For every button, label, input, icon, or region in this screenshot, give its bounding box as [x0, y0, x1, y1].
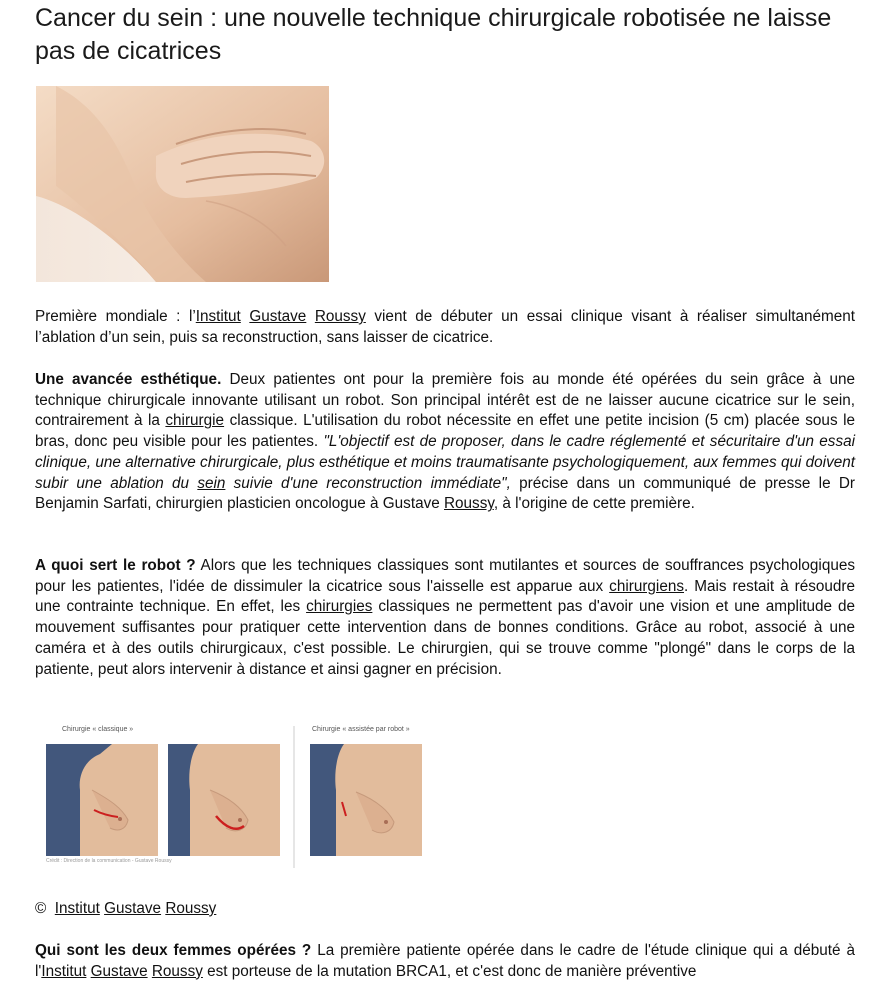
link-institut-3[interactable]: Institut [41, 962, 87, 980]
section-patients-paragraph: Qui sont les deux femmes opérées ? La première patiente opérée dans le cadre de l'étude clinique qui a débuté à l'Institut Gustave Roussy est porteuse de la mutation BRCA1, et c'est donc de manière préventive [35, 942, 855, 980]
link-sein[interactable]: sein [197, 474, 226, 492]
surgery-comparison-figure [40, 720, 430, 870]
section-robot-paragraph: A quoi sert le robot ? Alors que les techniques classiques sont mutilantes et sources de souffrances psychologiques pour les patientes, l'idée de dissimuler la cicatrice sous l'aisselle est apparue aux chirurgiens. Mais restait à résoudre une contrainte technique. En effet, les chirurgies classiques ne permettent pas d'avoir une vision et une amplitude de mouvement suffisantes pour pratiquer cette intervention dans de bonnes conditions. Grâce au robot, associé à une caméra et à des outils chirurgicaux, c'est possible. Le chirurgien, qui se trouve comme "plongé" dans le corps de la patiente, peut alors intervenir à distance et ainsi gagner en précision. [35, 557, 855, 678]
link-chirurgie[interactable]: chirurgie [165, 412, 225, 430]
link-gustave[interactable]: Gustave [249, 308, 307, 325]
label-classic: Chirurgie « classique » [62, 726, 134, 733]
hero-photo-illustration [36, 86, 329, 282]
section-aesthetic-heading: Une avancée esthétique. [35, 371, 222, 388]
article-title: Cancer du sein : une nouvelle technique chirurgicale robotisée ne laisse pas de cicatrices [35, 4, 832, 65]
link-gustave-3[interactable]: Gustave [90, 962, 148, 980]
hero-image [36, 86, 329, 282]
link-roussy[interactable]: Roussy [314, 308, 366, 325]
section-aesthetic-paragraph: Une avancée esthétique. Deux patientes ont pour la première fois au monde été opérées du sein grâce à une technique chirurgicale innovante utilisant un robot. Son principal intérêt est de ne laisser aucune cicatrice sur le sein, contrairement à la chirurgie classique. L'utilisation du robot nécessite en effet une petite incision (5 cm) placée sous le bras, donc peu visible pour les patientes. "L'objectif est de proposer, dans le cadre réglementé et sécuritaire d'un essai clinique, une alternative chirurgicale, plus esthétique et moins traumatisante psychologiquement, aux femmes qui doivent subir une ablation du sein suivie d'une reconstruction immédiate", précise dans un communiqué de presse le Dr Benjamin Sarfati, chirurgien plasticien oncologue à Gustave Roussy, à l'origine de cette première. [35, 371, 855, 513]
label-robot: Chirurgie « assistée par robot » [312, 726, 410, 733]
figure-copyright: © Institut Gustave Roussy [35, 900, 217, 917]
figure-credit: Crédit : Direction de la communication - Gustave Roussy [46, 858, 172, 864]
link-institut[interactable]: Institut [195, 308, 241, 325]
copyright-link-institut[interactable]: Institut [54, 900, 100, 917]
link-chirurgies[interactable]: chirurgies [306, 598, 373, 616]
link-roussy-2[interactable]: Roussy [444, 495, 494, 513]
figure-drawings [40, 720, 430, 870]
copyright-link-gustave[interactable]: Gustave [104, 900, 162, 917]
intro-paragraph: Première mondiale : l’Institut Gustave Roussy vient de débuter un essai clinique visant à réaliser simultanément l’ablation d’un sein, puis sa reconstruction, sans laisser de cicatrice. [35, 308, 856, 346]
section-robot-heading: A quoi sert le robot ? [35, 557, 196, 574]
link-chirurgiens[interactable]: chirurgiens [609, 577, 684, 595]
section-patients-heading: Qui sont les deux femmes opérées ? [35, 942, 312, 959]
link-roussy-3[interactable]: Roussy [151, 962, 203, 980]
copyright-link-roussy[interactable]: Roussy [165, 900, 217, 917]
